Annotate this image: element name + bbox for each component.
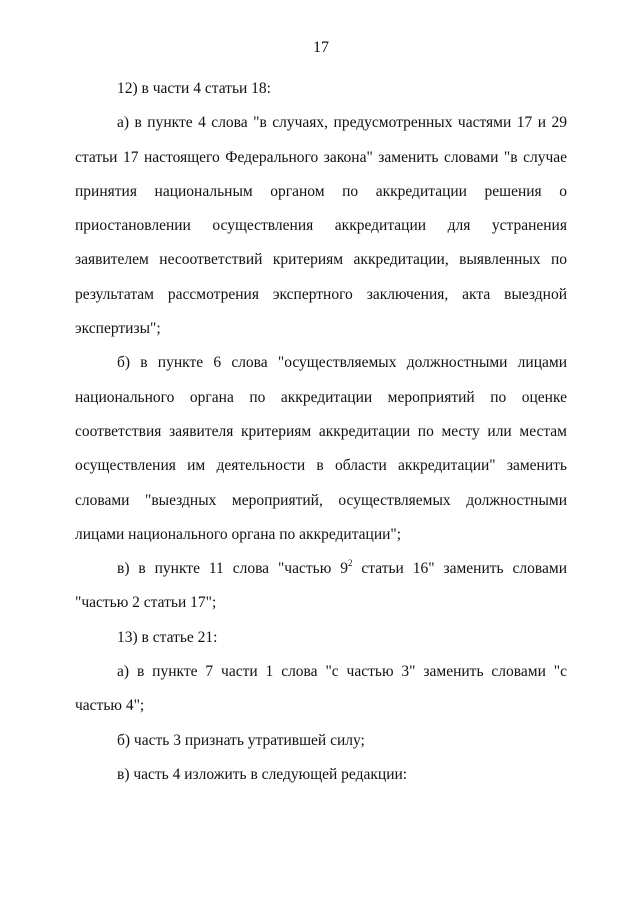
paragraph-item-12: 12) в части 4 статьи 18:: [117, 80, 271, 97]
paragraph-item-13: 13) в статье 21:: [117, 628, 218, 646]
page-number: 17: [313, 39, 329, 56]
paragraph-item-12v: [75, 552, 567, 621]
paragraph-item-12b: б) в пункте 6 слова "осуществляемых должностными лицами национального органа по аккредитации мероприятий по оценке соответствия заявителя критериям аккредитации по месту или местам осуществления им деятельности в области аккредитации" заменить словами "выездных мероприятий, осуществляемых должностными лицами национального органа по аккредитации";: [75, 354, 567, 543]
superscript-index: 2: [347, 558, 353, 568]
paragraph-item-12a: а) в пункте 4 слова "в случаях, предусмотренных частями 17 и 29 статьи 17 настоящего Федерального закона" заменить словами "в случае принятия национальным органом по аккредитации решения о приостановлении осуществления аккредитации для устранения заявителем несоответствий критериям аккредитации, выявленных по результатам рассмотрения экспертного заключения, акта выездной экспертизы";: [75, 114, 567, 338]
paragraph-item-13a: а) в пункте 7 части 1 слова "с частью 3" заменить словами "с частью 4";: [75, 663, 567, 715]
paragraph-item-12v-text-start: в) в пункте 11 слова "частью 9: [117, 560, 348, 578]
paragraph-item-13v: в) часть 4 изложить в следующей редакции:: [117, 765, 408, 783]
paragraph-item-12v-text-end: статьи 16" заменить словами "частью 2 статьи 17";: [75, 560, 567, 612]
paragraph-item-13b: б) часть 3 признать утратившей силу;: [117, 731, 365, 749]
